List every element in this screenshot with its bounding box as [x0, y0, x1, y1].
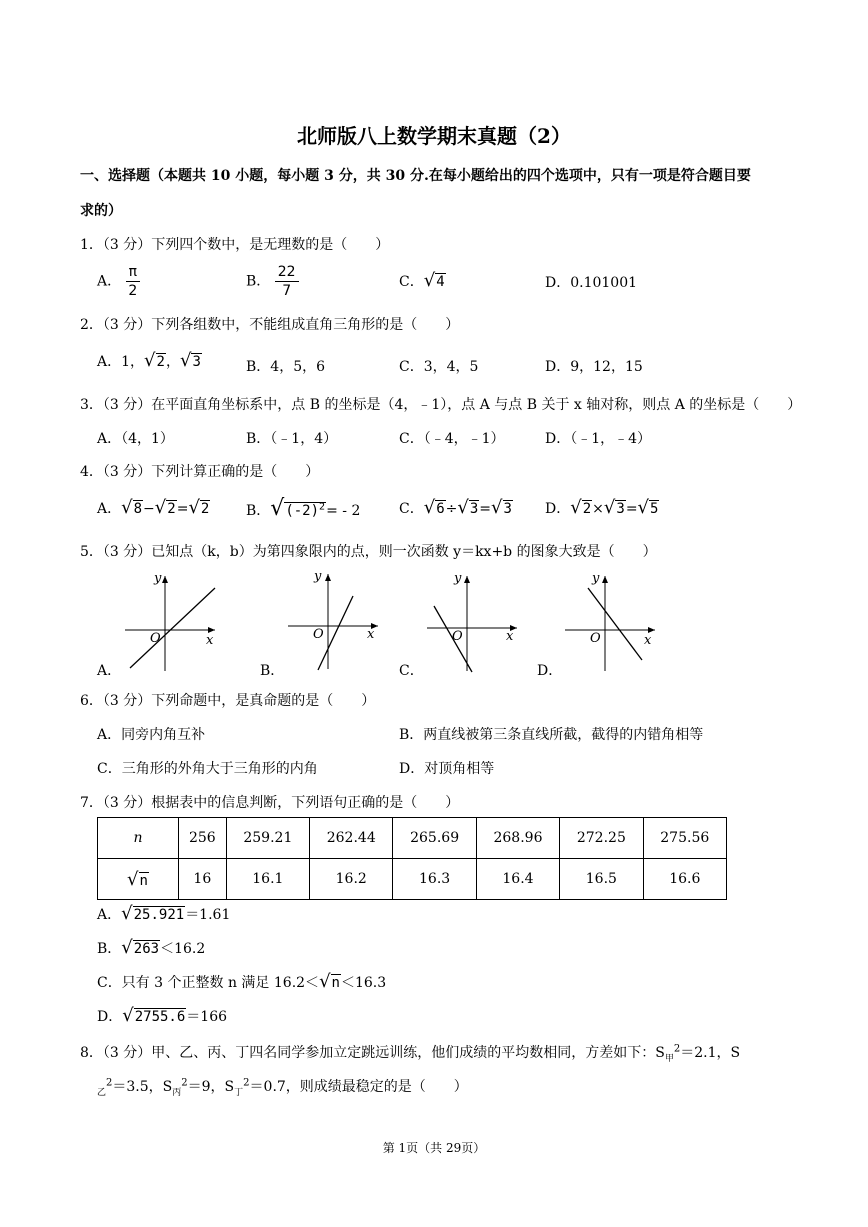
- q2-stem: 2．（3 分）下列各组数中，不能组成直角三角形的是（ ）: [80, 317, 460, 333]
- table-cell: 16.5: [560, 859, 643, 900]
- q5-a-x-label: x: [206, 633, 214, 648]
- table-cell: 262.44: [310, 818, 393, 859]
- q7-b-label: B．: [97, 941, 122, 957]
- q1-option-b: [246, 263, 299, 300]
- section-heading-line2: 求的）: [80, 203, 122, 219]
- q7-c-radical: √n: [319, 971, 340, 992]
- q5-b-x-label: x: [367, 627, 375, 642]
- q4-d-times: ×: [592, 501, 604, 517]
- q4-option-b: [246, 496, 360, 521]
- q8-sub-yi: 乙: [97, 1087, 107, 1098]
- q8-line2: [97, 1076, 468, 1098]
- table-row-n: [98, 818, 727, 859]
- q4-option-d: [545, 497, 659, 518]
- q5-c-y-label: y: [454, 571, 462, 586]
- q6-option-a: A．同旁内角互补: [97, 727, 206, 743]
- q7-option-b: [97, 937, 205, 958]
- q1-c-label: C．: [399, 274, 424, 290]
- q5-option-c-label: C．: [399, 663, 424, 679]
- q5-d-x-label: x: [644, 633, 652, 648]
- q4-b-base: (-2): [285, 503, 320, 519]
- q4-a-label: A．: [97, 501, 122, 517]
- q4-stem: 4．（3 分）下列计算正确的是（ ）: [80, 464, 320, 480]
- q5-d-origin-label: O: [590, 631, 601, 646]
- q7-d-tail: ＝166: [186, 1009, 228, 1025]
- q5-a-y-label: y: [154, 571, 162, 586]
- table-row-sqrt-n: [98, 859, 727, 900]
- q4-d-radical-2: √3: [603, 497, 625, 518]
- q4-option-c: [399, 497, 513, 518]
- q8-line1: [80, 1042, 740, 1064]
- q2-a-comma: ，: [165, 354, 180, 370]
- q8-square-1: 2: [673, 1043, 681, 1055]
- q5-graph-a: [120, 568, 220, 673]
- q7-b-radical: √263: [121, 937, 160, 958]
- table-cell: 16: [179, 859, 227, 900]
- q7-table: [97, 817, 727, 900]
- q1-b-numerator: 22: [275, 263, 299, 282]
- page-title: 北师版八上数学期末真题（2）: [297, 124, 571, 148]
- q4-c-radical-3: √3: [491, 497, 512, 518]
- q8-val-jia: ＝2.1，S: [680, 1045, 741, 1061]
- section-heading-line1: 一、选择题（本题共 10 小题，每小题 3 分，共 30 分.在每小题给出的四个选项中，只有一项是符合题目要: [80, 168, 751, 184]
- q5-option-d-label: D．: [537, 663, 563, 679]
- q7-a-radical: √25.921: [121, 903, 185, 924]
- q4-b-exponent: 2: [319, 501, 326, 513]
- q5-graph-c: [422, 568, 522, 673]
- q3-option-c: C．（﹣4，﹣1）: [399, 431, 505, 447]
- table-cell: 265.69: [393, 818, 476, 859]
- q1-a-denominator: 2: [128, 283, 138, 299]
- q5-option-a-label: A．: [97, 663, 122, 679]
- q5-option-b-label: B．: [260, 663, 285, 679]
- table-cell: 16.4: [476, 859, 559, 900]
- q7-d-radical: √2755.6: [122, 1005, 186, 1026]
- q7-stem: 7．（3 分）根据表中的信息判断，下列语句正确的是（ ）: [80, 795, 460, 811]
- q7-option-a: [97, 903, 230, 924]
- q2-a-radical-2: √3: [179, 350, 201, 371]
- q4-d-equals: =: [625, 501, 638, 517]
- q8-val-bing: ＝9，S: [187, 1079, 235, 1095]
- q2-option-b: B．4，5，6: [246, 359, 326, 375]
- q8-sub-ding: 丁: [234, 1087, 244, 1098]
- q4-c-label: C．: [399, 501, 424, 517]
- q7-d-label: D．: [97, 1009, 123, 1025]
- table-cell: 272.25: [560, 818, 643, 859]
- q1-a-fraction: [126, 263, 140, 300]
- q1-b-denominator: 7: [282, 283, 292, 299]
- q4-c-equals: =: [479, 501, 492, 517]
- q5-graph-b: [283, 566, 383, 671]
- q1-a-numerator: π: [126, 263, 140, 282]
- q5-b-origin-label: O: [313, 627, 324, 642]
- q4-a-radical-2: √2: [154, 497, 176, 518]
- q7-c-pre: C．只有 3 个正整数 n 满足 16.2＜: [97, 975, 320, 991]
- q5-c-x-label: x: [506, 629, 514, 644]
- q7-a-label: A．: [97, 907, 122, 923]
- q6-stem: 6．（3 分）下列命题中，是真命题的是（ ）: [80, 693, 376, 709]
- q1-b-fraction: [275, 263, 299, 300]
- q5-stem: 5．（3 分）已知点（k，b）为第四象限内的点，则一次函数 y＝kx+b 的图象大致是（ ）: [80, 544, 657, 560]
- q1-stem: 1．（3 分）下列四个数中，是无理数的是（ ）: [80, 237, 390, 253]
- q4-option-a: [97, 497, 210, 518]
- q5-d-y-label: y: [592, 571, 600, 586]
- q8-sub-bing: 丙: [172, 1087, 182, 1098]
- table-cell: 16.2: [310, 859, 393, 900]
- q2-option-c: C．3，4，5: [399, 359, 479, 375]
- q6-option-d: D．对顶角相等: [399, 761, 495, 777]
- q4-a-minus: −: [143, 501, 155, 517]
- table-cell: 256: [179, 818, 227, 859]
- q8-val-ding: ＝0.7，则成绩最稳定的是（ ）: [249, 1079, 468, 1095]
- q4-b-label: B．: [246, 503, 271, 519]
- q8-val-yi: ＝3.5，S: [112, 1079, 173, 1095]
- q5-b-y-label: y: [314, 569, 322, 584]
- q6-option-c: C．三角形的外角大于三角形的内角: [97, 761, 318, 777]
- q2-option-d: D．9，12，15: [545, 359, 643, 375]
- q7-option-c: [97, 971, 386, 992]
- q2-a-label: A．: [97, 354, 122, 370]
- q7-c-tail: ＜16.3: [340, 975, 387, 991]
- table-cell: 268.96: [476, 818, 559, 859]
- table-cell: 259.21: [226, 818, 309, 859]
- page-footer: 第 1页（共 29页）: [382, 1141, 486, 1155]
- table-cell: 275.56: [643, 818, 726, 859]
- q3-option-d: D．（﹣1，﹣4）: [545, 431, 652, 447]
- q8-sub-jia: 甲: [664, 1053, 674, 1064]
- q4-d-radical-1: √2: [570, 497, 592, 518]
- q2-option-a: [97, 350, 202, 371]
- q1-option-d: D．0.101001: [545, 275, 638, 291]
- q1-option-a: [97, 263, 140, 300]
- q7-b-tail: ＜16.2: [160, 941, 206, 957]
- table-head-sqrt-n: √n: [98, 859, 179, 900]
- q8-square-3: 2: [181, 1077, 188, 1089]
- q6-option-b: B．两直线被第三条直线所截，截得的内错角相等: [399, 727, 704, 743]
- q4-a-radical-1: √8: [121, 497, 143, 518]
- q1-b-label: B．: [246, 273, 271, 290]
- q4-d-radical-3: √5: [637, 497, 659, 518]
- q4-a-equals: =: [176, 501, 189, 517]
- q5-c-origin-label: O: [452, 629, 463, 644]
- q3-option-a: A．（4，1）: [97, 431, 174, 447]
- q4-c-radical-1: √6: [423, 497, 445, 518]
- q8-square-4: 2: [243, 1077, 250, 1089]
- q8-square-2: 2: [106, 1077, 113, 1089]
- q7-option-d: [97, 1005, 227, 1026]
- q5-graph-d: [560, 568, 660, 673]
- q4-d-label: D．: [545, 501, 571, 517]
- table-cell: 16.3: [393, 859, 476, 900]
- q5-a-origin-label: O: [150, 631, 161, 646]
- q4-c-divide: ÷: [445, 501, 458, 517]
- q7-a-tail: ＝1.61: [185, 907, 231, 923]
- q4-a-radical-3: √2: [188, 497, 210, 518]
- q2-a-one: 1，: [121, 354, 145, 370]
- table-cell: 16.6: [643, 859, 726, 900]
- q4-b-result: = - 2: [326, 503, 361, 519]
- q1-option-c: [399, 270, 446, 291]
- q3-stem: 3．（3 分）在平面直角坐标系中，点 B 的坐标是（4，﹣1），点 A 与点 B 关于 x 轴对称，则点 A 的坐标是（ ）: [80, 397, 802, 413]
- q2-a-radical-1: √2: [144, 350, 165, 371]
- q1-c-radical: √4: [423, 270, 445, 291]
- q1-a-label: A．: [97, 273, 122, 290]
- q3-option-b: B．（﹣1，4）: [246, 431, 338, 447]
- q8-text-1: 8．（3 分）甲、乙、丙、丁四名同学参加立定跳远训练，他们成绩的平均数相同，方差如下：S: [80, 1045, 665, 1061]
- q4-b-radical: $√(-2)^2$: [270, 496, 326, 521]
- table-head-n: n: [98, 818, 179, 859]
- q4-c-radical-2: √3: [457, 497, 479, 518]
- table-cell: 16.1: [226, 859, 309, 900]
